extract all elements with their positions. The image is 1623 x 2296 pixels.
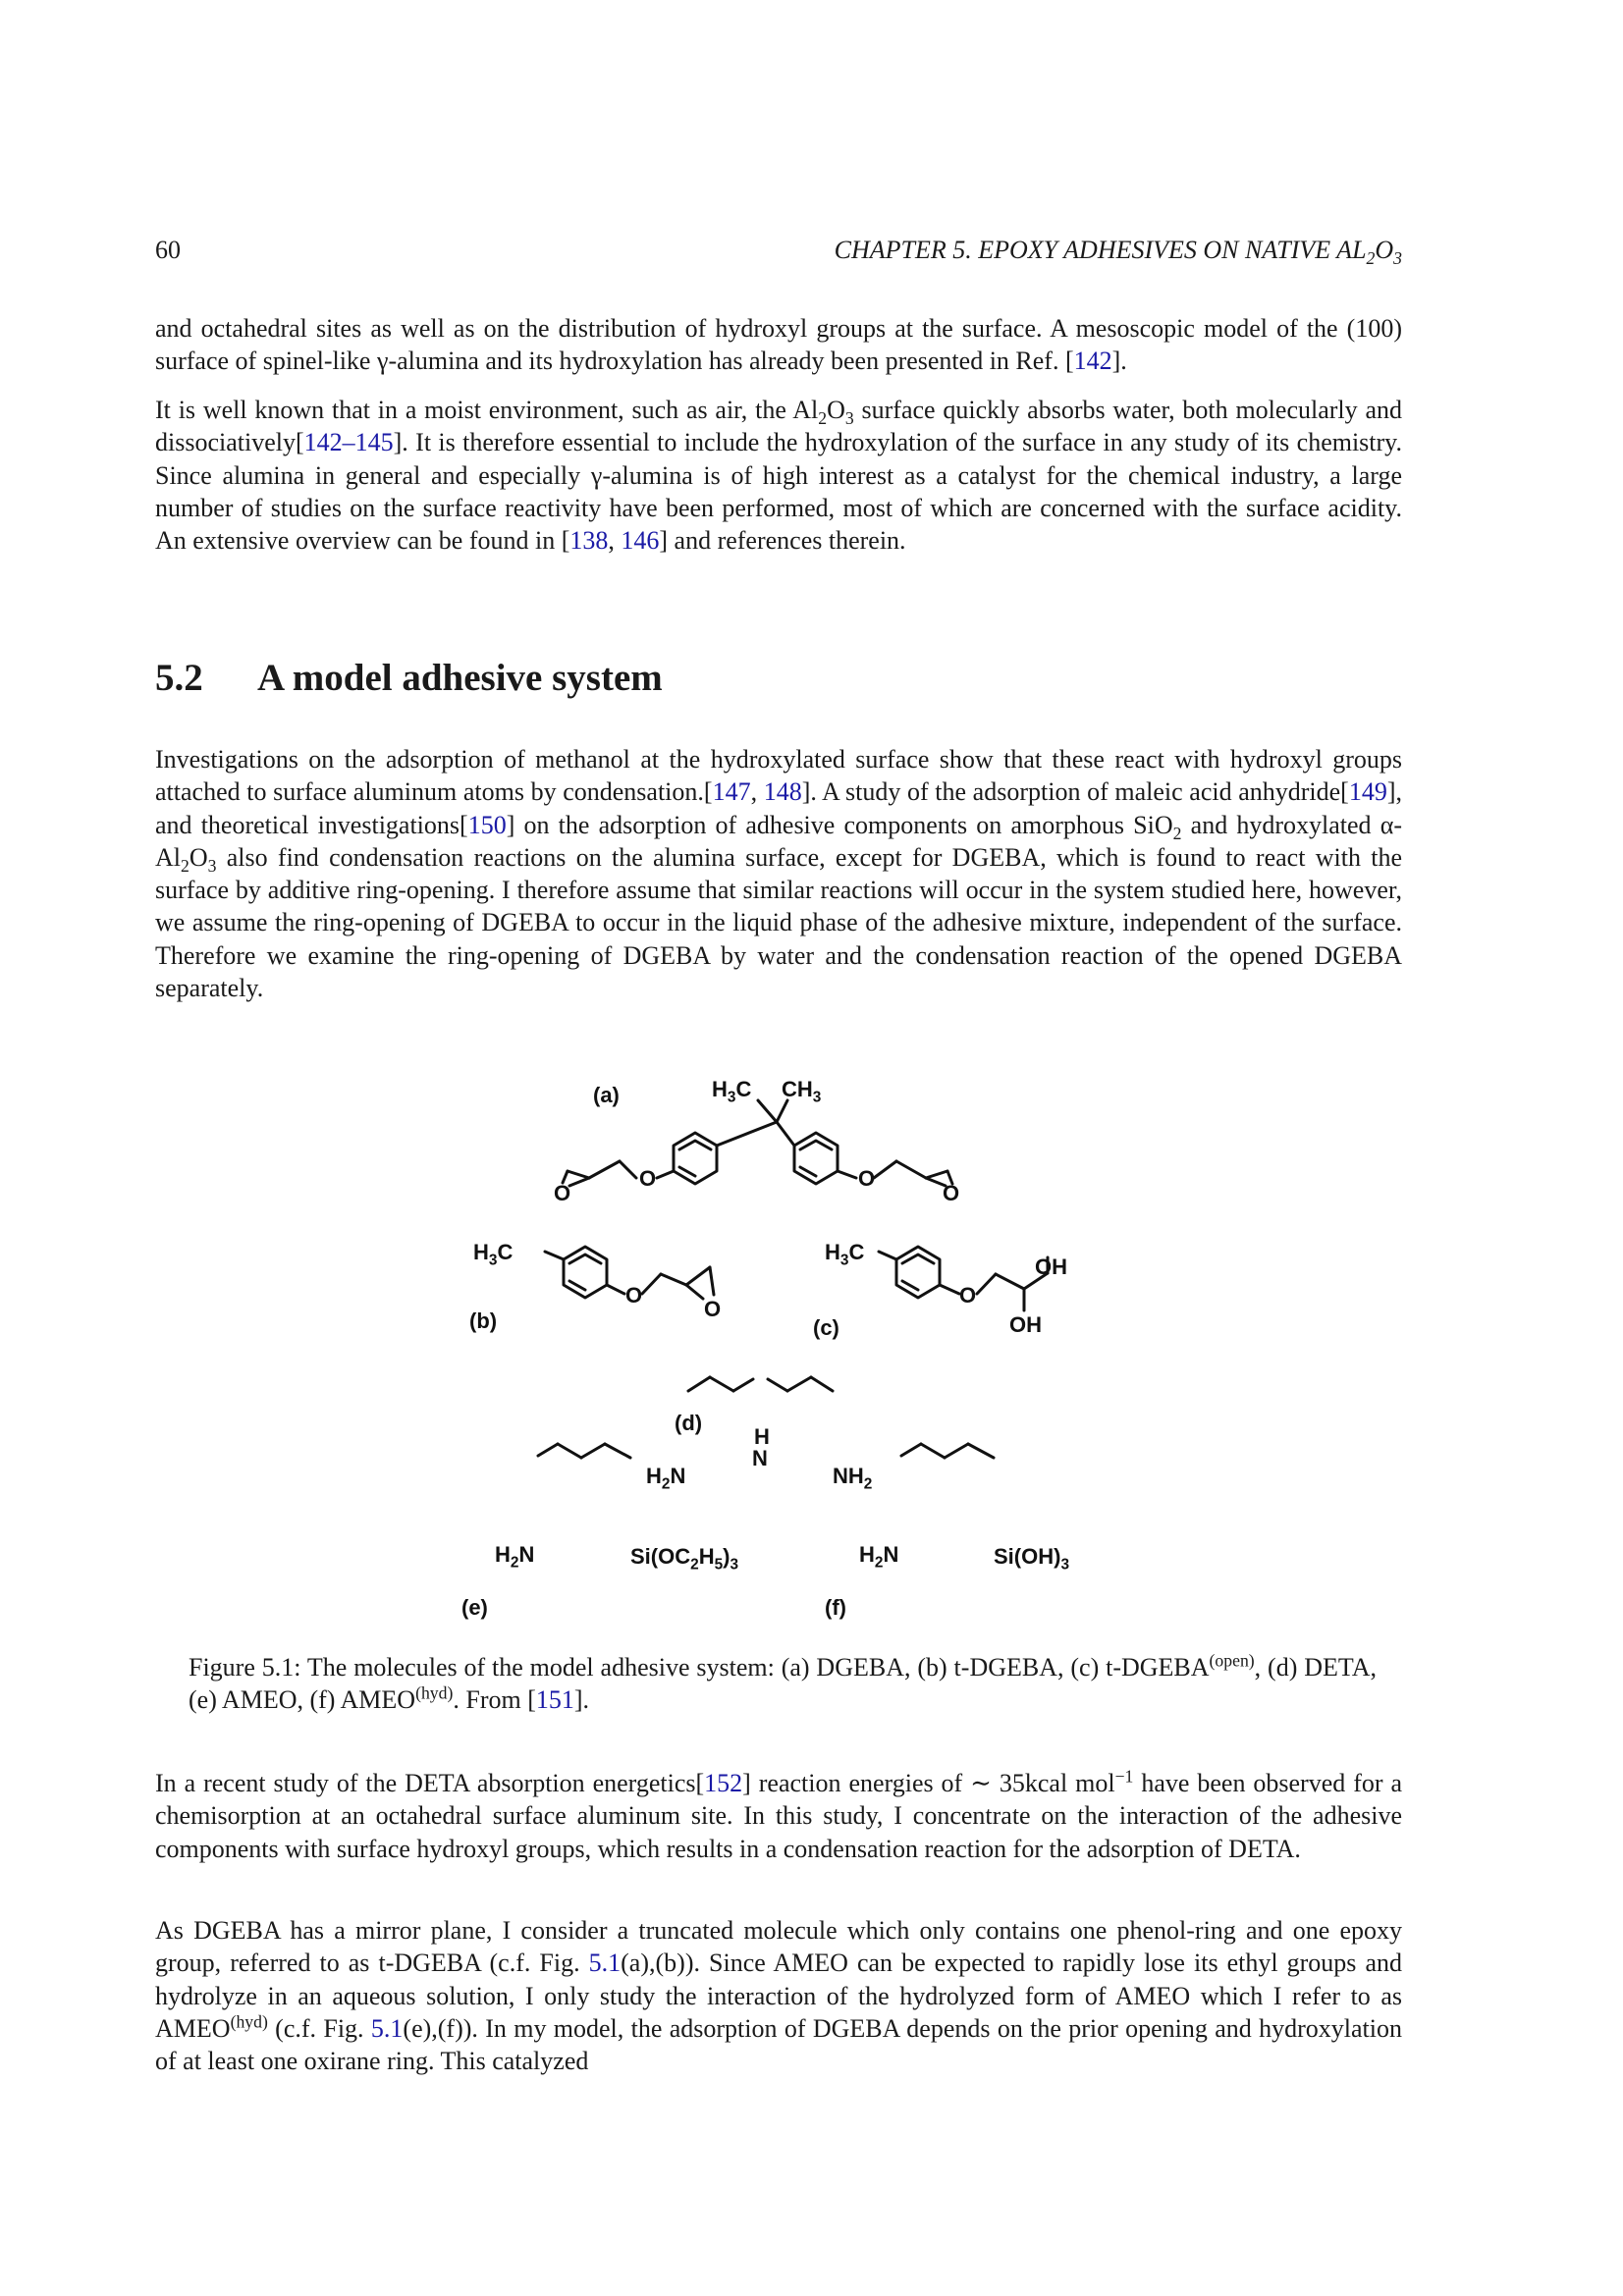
citation-link[interactable]: 142–145 [303, 428, 394, 457]
figure-caption: Figure 5.1: The molecules of the model adhesive system: (a) DGEBA, (b) t-DGEBA, (c) $t-DGEBA^{(open)}$, (d) DETA, (e) AMEO, (f) $AMEO^{(hyd)}$. From [151]. [189, 1650, 1377, 1714]
citation-link[interactable]: 148 [763, 777, 802, 807]
atom-nh2: $NH_2$ [833, 1464, 873, 1493]
atom-o: O [858, 1166, 876, 1191]
paragraph-4: In a recent study of the DETA absorption energetics[152] reaction energies of ∼ 35kcal mol$^{-1}$ have been observed for a chemisorption at an octahedral surface aluminum site. In this study, I concentrate on the interaction of the adhesive components with surface hydroxyl groups, which results in a condensation reaction for the adsorption of DETA. [155, 1766, 1402, 1863]
atom-h: H [754, 1424, 770, 1449]
section-title: A model adhesive system [257, 657, 663, 699]
label-b: (b) [469, 1308, 498, 1333]
label-d: (d) [675, 1411, 703, 1435]
label-e: (e) [461, 1595, 488, 1620]
label-c: (c) [813, 1315, 839, 1340]
atom-ch3: $CH_3$ [782, 1077, 822, 1106]
section-heading [155, 656, 663, 700]
running-header [155, 236, 1402, 275]
citation-link[interactable]: 149 [1348, 777, 1387, 807]
citation-link[interactable]: 152 [704, 1769, 743, 1797]
atom-oh: OH [1009, 1312, 1042, 1337]
atom-h2n: $H_2N$ [646, 1464, 686, 1493]
atom-o: O [554, 1181, 571, 1205]
atom-o: O [639, 1166, 657, 1191]
figure-link[interactable]: 5.1 [370, 2013, 404, 2043]
chapter-title: CHAPTER 5. EPOXY ADHESIVES ON NATIVE $AL_2O_3$ [834, 236, 1402, 269]
citation-link[interactable]: 151 [535, 1685, 574, 1714]
atom-h3c: $H_3C$ [825, 1240, 865, 1269]
atom-o: O [959, 1283, 977, 1308]
page-number: 60 [155, 236, 181, 264]
molecule-figure [432, 1065, 1139, 1634]
atom-si-oet3: $Si(OC_2H_5)_3$ [630, 1544, 739, 1574]
paragraph-5: As DGEBA has a mirror plane, I consider a truncated molecule which only contains one phenol-ring and one epoxy group, referred to as t-DGEBA (c.f. Fig. 5.1(a),(b)). Since AMEO can be expected to rapidly lose its ethyl groups and hydrolyze in an aqueous solution, I only study the interaction of the hydrolyzed form of AMEO which I refer to as $AMEO^{(hyd)}$ (c.f. Fig. 5.1(e),(f)). In my model, the adsorption of DGEBA depends on the prior opening and hydroxylation of at least one oxirane ring. This catalyzed [155, 1916, 1402, 2076]
atom-o: O [625, 1283, 643, 1308]
atom-si-oh3: $Si(OH)_3$ [994, 1544, 1070, 1574]
figure-link[interactable]: 5.1 [588, 1949, 622, 1978]
section-number: 5.2 [155, 657, 203, 699]
citation-link[interactable]: 147 [712, 777, 751, 807]
atom-oh: OH [1035, 1255, 1067, 1279]
citation-link[interactable]: 138 [569, 526, 609, 556]
paragraph-3: Investigations on the adsorption of methanol at the hydroxylated surface show that these react with hydroxyl groups attached to surface aluminum atoms by condensation.[147, 148]. A study of the adsorption of maleic acid anhydride[149], and theoretical investigations[150] on the adsorption of adhesive components on amorphous SiO$_2$ and hydroxylated $\alpha-Al_2O_3$ also find condensation reactions on the alumina surface, except for DGEBA, which is found to react with the surface by additive ring-opening. I therefore assume that similar reactions will occur in the system studied here, however, we assume the ring-opening of DGEBA to occur in the liquid phase of the adhesive mixture, independent of the surface. Therefore we examine the ring-opening of DGEBA by water and the condensation reaction of the opened DGEBA separately. [155, 745, 1403, 1003]
atom-o: O [704, 1297, 722, 1321]
label-a: (a) [593, 1083, 620, 1107]
label-f: (f) [825, 1595, 846, 1620]
atom-h3c: $H_3C$ [473, 1240, 514, 1269]
citation-link[interactable]: 150 [467, 810, 507, 839]
atom-h2n: $H_2N$ [495, 1542, 535, 1572]
atom-o: O [943, 1181, 960, 1205]
atom-h3c: $H_3C$ [712, 1077, 752, 1106]
atom-n: N [752, 1446, 768, 1470]
citation-link[interactable]: 146 [621, 526, 660, 556]
paragraph-1: and octahedral sites as well as on the distribution of hydroxyl groups at the surface. A mesoscopic model of the (100) surface of spinel-like γ-alumina and its hydroxylation has already been presented in Ref. [142]. [155, 314, 1402, 376]
atom-h2n: $H_2N$ [859, 1542, 899, 1572]
paragraph-2: It is well known that in a moist environment, such as air, the $Al_2O_3$ surface quickly absorbs water, both molecularly and dissociatively[142–145]. It is therefore essential to include the hydroxylation of the surface in any study of its chemistry. Since alumina in general and especially γ-alumina is of high interest as a catalyst for the chemical industry, a large number of studies on the surface reactivity have been performed, most of which are concerned with the surface acidity. An extensive overview can be found in [138, 146] and references therein. [155, 396, 1402, 556]
citation-link[interactable]: 142 [1073, 347, 1112, 376]
